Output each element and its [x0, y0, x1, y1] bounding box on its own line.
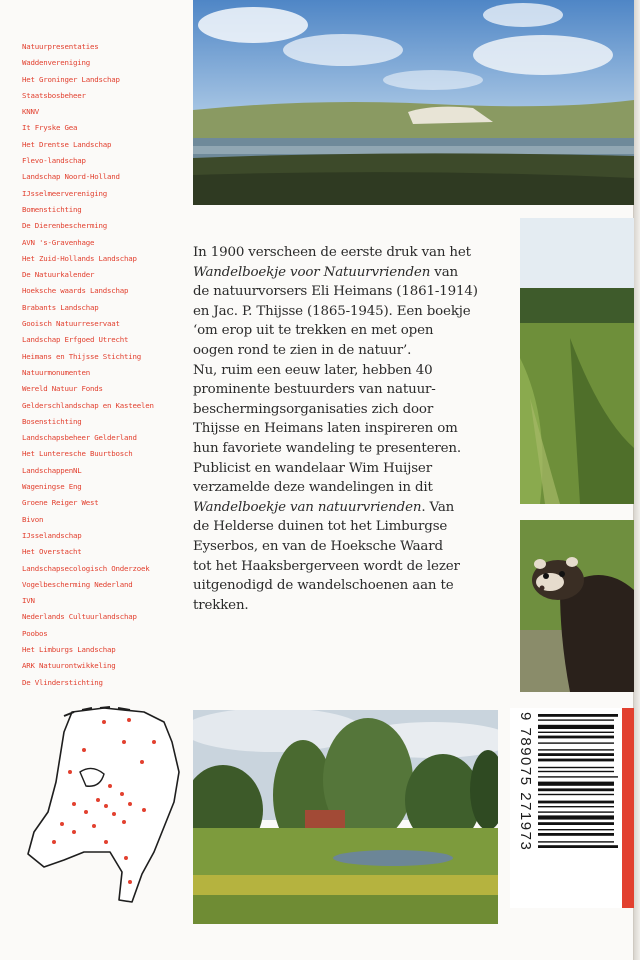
organization-item: AVN 's-Gravenhage: [22, 237, 95, 247]
blurb-line: Wandelboekje van natuurvrienden. Van: [193, 499, 455, 515]
organization-item: De Dierenbescherming: [22, 221, 107, 231]
blurb-line: tot het Haaksbergerveen wordt de lezer: [193, 558, 460, 574]
book-title: Wandelboekje voor Natuurvrienden: [193, 264, 431, 280]
organization-item: LandschappenNL: [22, 465, 82, 475]
organization-item: Het Zuid-Hollands Landschap: [22, 253, 137, 263]
spine-edge: [634, 0, 640, 960]
isbn-number: 9 789075 271973: [517, 712, 534, 852]
blurb-line: verzamelde deze wandelingen in dit: [193, 480, 433, 496]
organization-item: Bomenstichting: [22, 204, 82, 214]
blurb-line: Eyserbos, en van de Hoeksche Waard: [193, 538, 443, 554]
organization-item: Landschapsecologisch Onderzoek: [22, 563, 150, 573]
organization-item: Wageningse Eng: [22, 482, 82, 492]
organization-item: Het Lunteresche Buurtbosch: [22, 449, 133, 459]
organization-item: Brabants Landschap: [22, 302, 99, 312]
organization-item: De Vlinderstichting: [22, 677, 103, 687]
organization-item: IVN: [22, 596, 35, 606]
organization-item: Landschap Noord-Holland: [22, 172, 120, 182]
organization-item: KNNV: [22, 107, 39, 117]
organization-item: Wereld Natuur Fonds: [22, 384, 103, 394]
organization-item: Gelderschlandschap en Kasteelen: [22, 400, 154, 410]
dunes-lake-photo: [193, 0, 634, 205]
organization-item: Gooisch Natuurreservaat: [22, 319, 120, 329]
organization-item: Hoeksche waards Landschap: [22, 286, 129, 296]
organization-item: Het Drentse Landschap: [22, 139, 112, 149]
organization-item: Het Overstacht: [22, 547, 82, 557]
organization-item: It Fryske Gea: [22, 123, 78, 133]
organization-item: Vogelbescherming Nederland: [22, 579, 133, 589]
organization-item: Nederlands Cultuurlandschap: [22, 612, 137, 622]
book-title: Wandelboekje van natuurvrienden: [193, 499, 422, 515]
blurb-line: prominente bestuurders van natuur-: [193, 382, 436, 398]
organization-item: Bosenstichting: [22, 416, 82, 426]
blurb-line: de natuurvorsers Eli Heimans (1861-1914): [193, 284, 478, 300]
organization-item: ARK Natuurontwikkeling: [22, 661, 116, 671]
organization-item: Groene Reiger West: [22, 498, 99, 508]
blurb-line: ‘om erop uit te trekken en met open: [193, 323, 434, 339]
organization-item: De Natuurkalender: [22, 270, 95, 280]
blurb-line: Wandelboekje voor Natuurvrienden van: [193, 264, 459, 280]
organization-item: Landschap Erfgoed Utrecht: [22, 335, 129, 345]
organization-item: Waddenvereniging: [22, 58, 90, 68]
organization-item: Landschapsbeheer Gelderland: [22, 433, 137, 443]
blurb-line: en Jac. P. Thijsse (1865-1945). Een boekje: [193, 303, 471, 319]
organization-item: IJsselmeervereniging: [22, 188, 107, 198]
blurb-line: hun favoriete wandeling te presenteren.: [193, 440, 461, 456]
accent-bar: [622, 708, 634, 908]
organization-item: Natuurmonumenten: [22, 367, 90, 377]
blurb-line: oogen rond te zien in de natuur’.: [193, 342, 412, 358]
grass-path-photo: [520, 218, 634, 504]
organization-item: Staatsbosbeheer: [22, 90, 86, 100]
blurb-line: Thijsse en Heimans laten inspireren om: [193, 421, 458, 437]
blurb-line: Nu, ruim een eeuw later, hebben 40: [193, 362, 433, 378]
ferret-photo: [520, 520, 634, 692]
organization-list: [22, 39, 202, 691]
organization-item: IJsselandschap: [22, 530, 82, 540]
polder-trees-photo: [193, 710, 498, 924]
netherlands-map-icon: [14, 702, 184, 910]
back-cover-blurb: [193, 243, 523, 615]
organization-item: Poobos: [22, 628, 48, 638]
blurb-line: trekken.: [193, 597, 249, 613]
organization-item: Natuurpresentaties: [22, 42, 99, 51]
blurb-line: beschermingsorganisaties zich door: [193, 401, 434, 417]
organization-item: Bivon: [22, 514, 44, 524]
blurb-line: In 1900 verscheen de eerste druk van het: [193, 245, 471, 260]
organization-item: Het Groninger Landschap: [22, 74, 120, 84]
blurb-line: Publicist en wandelaar Wim Huijser: [193, 460, 432, 476]
organization-item: Het Limburgs Landschap: [22, 644, 116, 654]
blurb-line: uitgenodigd de wandelschoenen aan te: [193, 578, 454, 594]
organization-item: Heimans en Thijsse Stichting: [22, 351, 141, 361]
blurb-line: de Helderse duinen tot het Limburgse: [193, 519, 448, 535]
organization-item: Flevo-landschap: [22, 156, 86, 166]
